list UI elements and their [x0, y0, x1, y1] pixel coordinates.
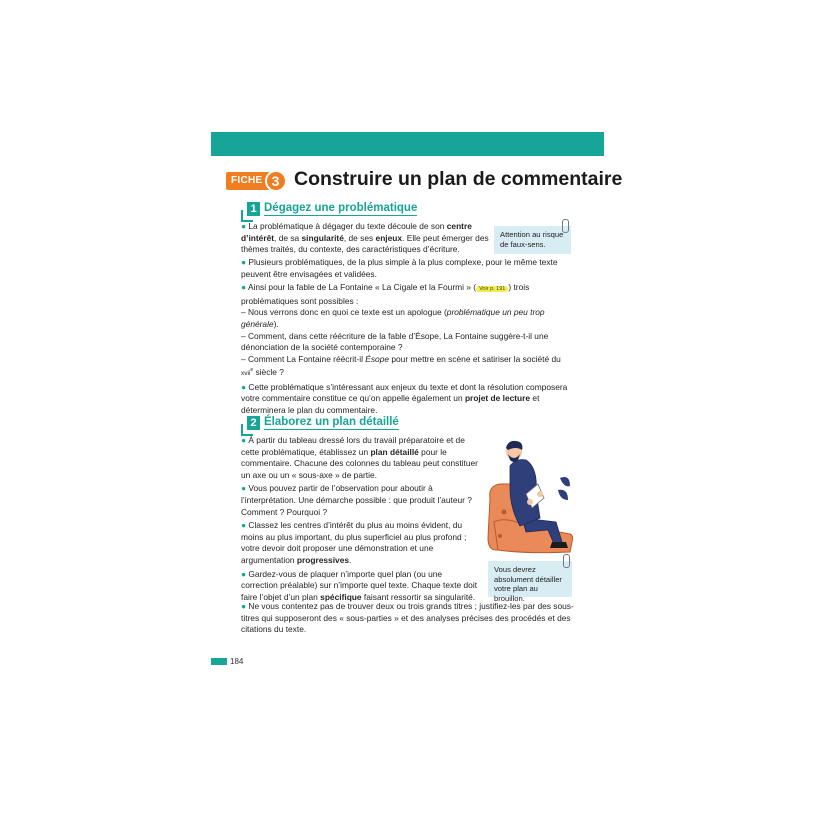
section-2-heading — [247, 416, 399, 430]
note-faux-sens: Attention au risque de faux-sens. — [494, 226, 571, 254]
text: Gardez-vous de plaquer n’importe quel plan (ou une correction préalable) sur n’importe quel texte. Chaque texte doit faire l’objet d’un plan — [241, 568, 478, 602]
paragraph — [241, 569, 481, 604]
text: , de sa — [274, 232, 302, 243]
section-1-heading — [247, 202, 417, 216]
bullet-icon: ● — [241, 381, 247, 392]
text: – Comment, dans cette réécriture de la fable d’Ésope, La Fontaine suggère-t-il une dénonciation de la société contemporaine ? — [241, 330, 549, 353]
paragraph — [241, 520, 481, 566]
section-1-number: 1 — [247, 202, 260, 216]
text-superscript: e — [250, 367, 254, 374]
paperclip-icon — [563, 554, 570, 568]
text: pour le commentaire. Chacune des colonnes du tableau peut constituer un axe ou un « sous-axe » de partie. — [241, 446, 478, 480]
section-1-body — [241, 257, 574, 417]
paragraph — [241, 221, 489, 256]
text-italic: Ésope — [365, 353, 390, 364]
bullet-icon: ● — [241, 483, 247, 494]
bullet-icon: ● — [241, 568, 247, 579]
text-bold: singularité — [301, 232, 344, 243]
bullet-icon: ● — [241, 520, 247, 531]
text: ) trois problématiques sont possibles : — [241, 282, 530, 306]
text: . — [349, 554, 352, 565]
text: – Comment La Fontaine réécrit-il — [241, 353, 366, 364]
bullet-icon: ● — [241, 435, 247, 445]
paragraph — [241, 382, 574, 417]
text: siècle ? — [253, 367, 284, 378]
text-bold: enjeux — [375, 232, 403, 243]
text-italic: problématique un peu trop générale — [241, 307, 545, 329]
text-bold: spécifique — [320, 591, 362, 602]
text: La problématique à dégager du texte découle de son — [248, 221, 447, 231]
paragraph — [241, 483, 481, 518]
paragraph — [241, 331, 574, 354]
section-2-body-left — [241, 435, 481, 603]
text-bold: plan détaillé — [370, 446, 419, 457]
text: – Nous verrons donc en quoi ce texte est un apologue ( — [241, 307, 447, 318]
section-2-number: 2 — [247, 416, 260, 430]
paragraph — [241, 435, 481, 481]
page-number: 184 — [230, 657, 244, 666]
fiche-label: FICHE — [226, 172, 269, 190]
text: Plusieurs problématiques, de la plus simple à la plus complexe, pour le même texte peuvent être envisagées et validées. — [241, 257, 558, 279]
text-bold: centre d’intérêt — [241, 221, 472, 243]
text: et déterminera le plan du commentaire. — [241, 393, 540, 415]
paperclip-icon — [562, 219, 569, 233]
text-bold: progressives — [296, 554, 350, 565]
note-brouillon: Vous devrez absolument détailler votre plan au brouillon. — [488, 561, 572, 597]
top-color-band — [211, 132, 604, 156]
paragraph — [241, 282, 574, 307]
footer-color-tab — [211, 658, 227, 665]
bullet-icon: ● — [241, 221, 247, 231]
cross-reference-tag[interactable]: Voir p. 191 — [476, 286, 508, 292]
text: faisant ressortir sa singularité. — [361, 591, 476, 602]
paragraph — [241, 354, 574, 380]
bullet-icon: ● — [241, 601, 247, 611]
text: Ainsi pour la fable de La Fontaine « La Cigale et la Fourmi » ( — [247, 282, 477, 293]
fiche-number: 3 — [265, 170, 287, 192]
text: . Elle peut émerger des thèmes traités, du contexte, des caractéristiques d’écriture. — [241, 232, 489, 255]
text: Classez les centres d’intérêt du plus au moins évident, du moins au plus important, du plus superficiel au plus profond ; votre devoir doit proposer une démonstration et une argumentation — [241, 520, 467, 565]
text: Ne vous contentez pas de trouver deux ou trois grands titres ; justifiez-les par des sous-titres qui supposeront des « sous-parties » et des analyses précises des procédés et des citations du texte. — [241, 601, 574, 635]
section-2-title: Élaborez un plan détaillé — [264, 416, 399, 428]
text-smallcaps: xvii — [241, 370, 251, 378]
bullet-icon: ● — [241, 282, 247, 293]
paragraph — [241, 307, 574, 330]
page-title: Construire un plan de commentaire — [294, 168, 623, 190]
paragraph — [241, 257, 574, 280]
text: ). — [273, 318, 279, 329]
text: Cette problématique s’intéressant aux enjeux du texte et dont la résolution composera votre commentaire constitue ce qu’on appelle également un — [241, 381, 568, 404]
text-bold: projet de lecture — [464, 393, 531, 404]
fiche-badge — [226, 170, 287, 192]
paragraph — [241, 601, 574, 636]
text: , de ses — [343, 232, 376, 243]
section-2-body-full — [241, 601, 574, 636]
section-1-title: Dégagez une problématique — [264, 202, 418, 214]
section-1-intro — [241, 221, 489, 256]
reading-man-illustration — [486, 438, 574, 556]
text: À partir du tableau dressé lors du travail préparatoire et de cette problématique, établissez un — [241, 435, 465, 457]
text: pour mettre en scène et satiriser la société du — [389, 353, 561, 364]
bullet-icon: ● — [241, 257, 247, 267]
text: Vous pouvez partir de l’observation pour aboutir à l’interprétation. Une démarche possible : que produit l’auteur ? Comment ? Pourquoi ? — [241, 483, 472, 517]
